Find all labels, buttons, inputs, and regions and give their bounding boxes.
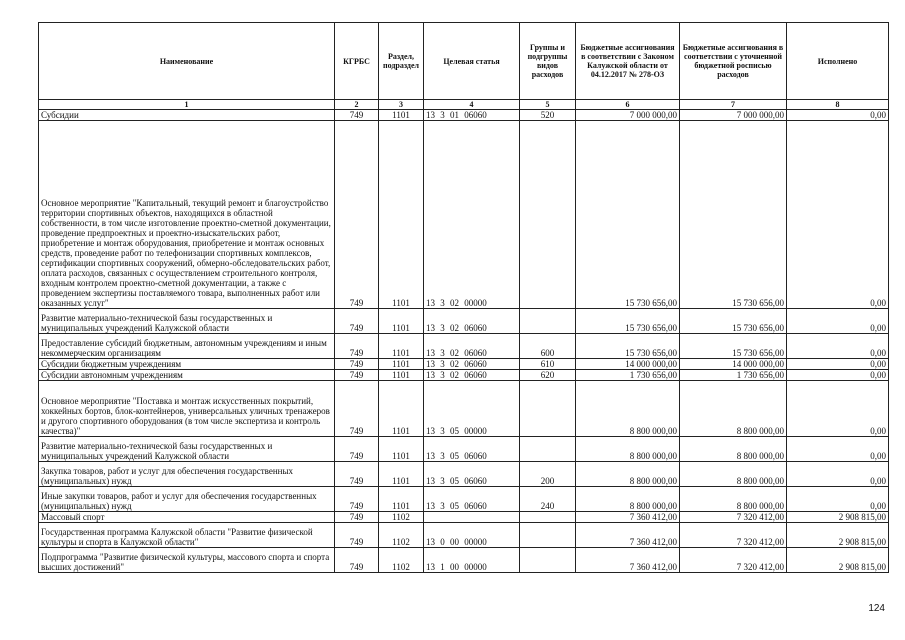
row-section: 1101: [379, 381, 424, 437]
row-kgrbs: 749: [335, 548, 379, 573]
row-law: 8 800 000,00: [576, 437, 680, 462]
row-group: [520, 512, 576, 523]
column-number: 6: [576, 100, 680, 110]
table-row: [39, 523, 889, 548]
row-article: 13 3 02 06060: [424, 359, 520, 370]
row-section: 1101: [379, 359, 424, 370]
row-kgrbs: 749: [335, 523, 379, 548]
row-group: 610: [520, 359, 576, 370]
row-group: 520: [520, 110, 576, 121]
row-kgrbs: 749: [335, 462, 379, 487]
row-updated: 8 800 000,00: [680, 381, 787, 437]
row-updated: 15 730 656,00: [680, 309, 787, 334]
row-executed: 0,00: [787, 437, 889, 462]
row-name: Подпрограмма "Развитие физической культуры, массового спорта и спорта высших достижений": [39, 548, 335, 573]
table-row: [39, 334, 889, 359]
row-name: Закупка товаров, работ и услуг для обеспечения государственных (муниципальных) нужд: [39, 462, 335, 487]
table-row: [39, 370, 889, 381]
row-updated: 15 730 656,00: [680, 121, 787, 309]
row-name: Массовый спорт: [39, 512, 335, 523]
header-assign-law: Бюджетные ассигнования в соответствии с Законом Калужской области от 04.12.2017 № 278-ОЗ: [576, 23, 680, 100]
row-section: 1101: [379, 110, 424, 121]
row-article: 13 3 05 00000: [424, 381, 520, 437]
row-article: 13 3 05 06060: [424, 437, 520, 462]
row-name: Субсидии бюджетным учреждениям: [39, 359, 335, 370]
row-executed: 0,00: [787, 121, 889, 309]
row-law: 7 000 000,00: [576, 110, 680, 121]
column-number: 2: [335, 100, 379, 110]
row-executed: 2 908 815,00: [787, 512, 889, 523]
row-executed: 0,00: [787, 359, 889, 370]
table-row: [39, 512, 889, 523]
row-article: 13 3 02 06060: [424, 309, 520, 334]
table-header: [39, 23, 889, 110]
header-article: Целевая статья: [424, 23, 520, 100]
row-section: 1101: [379, 334, 424, 359]
row-updated: 8 800 000,00: [680, 487, 787, 512]
row-updated: 1 730 656,00: [680, 370, 787, 381]
row-law: 15 730 656,00: [576, 334, 680, 359]
row-updated: 7 320 412,00: [680, 548, 787, 573]
row-executed: 2 908 815,00: [787, 523, 889, 548]
row-kgrbs: 749: [335, 309, 379, 334]
row-name: Субсидии автономным учреждениям: [39, 370, 335, 381]
table-row: [39, 548, 889, 573]
table-row: [39, 359, 889, 370]
row-kgrbs: 749: [335, 359, 379, 370]
budget-table: [38, 22, 889, 573]
table-row: [39, 110, 889, 121]
row-law: 8 800 000,00: [576, 487, 680, 512]
column-number: 4: [424, 100, 520, 110]
row-group: [520, 309, 576, 334]
row-section: 1101: [379, 462, 424, 487]
column-number: 7: [680, 100, 787, 110]
table-row: [39, 381, 889, 437]
row-updated: 15 730 656,00: [680, 334, 787, 359]
row-name: Субсидии: [39, 110, 335, 121]
column-number: 5: [520, 100, 576, 110]
row-law: 8 800 000,00: [576, 462, 680, 487]
row-section: 1101: [379, 437, 424, 462]
row-section: 1102: [379, 548, 424, 573]
row-kgrbs: 749: [335, 381, 379, 437]
row-updated: 14 000 000,00: [680, 359, 787, 370]
row-name: Основное мероприятие "Капитальный, текущий ремонт и благоустройство территории спортивных объектов, находящихся в областной собственности, в том числе изготовление проектно-сметной документации, проведение предпроектных и проектно-изыскательских работ, приобретение и монтаж оборудования, приобретение и монтаж основных средств, проведение работ по телефонизации спортивных комплексов, сертификации спортивных сооружений, обмерно-обследовательских работ, оплата расходов, связанных с осуществлением строительного контроля, входным контролем проектно-сметной документации, а также с проведением экспертизы поставляемого товара, выполненных работ или оказанных услуг": [39, 121, 335, 309]
row-executed: 0,00: [787, 110, 889, 121]
row-law: 14 000 000,00: [576, 359, 680, 370]
row-executed: 0,00: [787, 370, 889, 381]
row-kgrbs: 749: [335, 121, 379, 309]
row-name: Основное мероприятие "Поставка и монтаж искусственных покрытий, хоккейных бортов, блок-контейнеров, универсальных уличных тренажеров и другого спортивного оборудования (в том числе экспертиза и контроль качества)": [39, 381, 335, 437]
column-number: 3: [379, 100, 424, 110]
row-article: 13 1 00 00000: [424, 548, 520, 573]
row-updated: 8 800 000,00: [680, 437, 787, 462]
row-executed: 0,00: [787, 334, 889, 359]
row-updated: 7 000 000,00: [680, 110, 787, 121]
row-group: [520, 437, 576, 462]
row-executed: 0,00: [787, 309, 889, 334]
row-article: 13 3 01 06060: [424, 110, 520, 121]
row-name: Предоставление субсидий бюджетным, автономным учреждениям и иным некоммерческим организациям: [39, 334, 335, 359]
row-group: 240: [520, 487, 576, 512]
row-updated: 7 320 412,00: [680, 523, 787, 548]
row-section: 1102: [379, 523, 424, 548]
row-article: 13 3 02 06060: [424, 334, 520, 359]
column-number: 8: [787, 100, 889, 110]
row-name: Развитие материально-технической базы государственных и муниципальных учреждений Калужской области: [39, 309, 335, 334]
row-kgrbs: 749: [335, 370, 379, 381]
header-kgrbs: КГРБС: [335, 23, 379, 100]
table-body: [39, 110, 889, 573]
row-kgrbs: 749: [335, 437, 379, 462]
header-groups: Группы и подгруппы видов расходов: [520, 23, 576, 100]
header-executed: Исполнено: [787, 23, 889, 100]
column-numbers-row: [39, 100, 889, 110]
header-name: Наименование: [39, 23, 335, 100]
row-kgrbs: 749: [335, 487, 379, 512]
table-row: [39, 462, 889, 487]
row-article: 13 3 02 00000: [424, 121, 520, 309]
page-number: 124: [868, 603, 885, 614]
row-executed: 2 908 815,00: [787, 548, 889, 573]
row-group: [520, 523, 576, 548]
row-executed: 0,00: [787, 462, 889, 487]
table-row: [39, 487, 889, 512]
row-law: 7 360 412,00: [576, 512, 680, 523]
row-section: 1101: [379, 487, 424, 512]
row-section: 1102: [379, 512, 424, 523]
row-kgrbs: 749: [335, 334, 379, 359]
row-name: Иные закупки товаров, работ и услуг для обеспечения государственных (муниципальных) нужд: [39, 487, 335, 512]
row-executed: 0,00: [787, 487, 889, 512]
row-updated: 8 800 000,00: [680, 462, 787, 487]
row-article: [424, 512, 520, 523]
row-law: 7 360 412,00: [576, 523, 680, 548]
row-group: [520, 381, 576, 437]
header-assign-updated: Бюджетные ассигнования в соответствии с уточненной бюджетной росписью расходов: [680, 23, 787, 100]
row-group: 620: [520, 370, 576, 381]
row-law: 15 730 656,00: [576, 309, 680, 334]
row-law: 8 800 000,00: [576, 381, 680, 437]
row-article: 13 3 05 06060: [424, 462, 520, 487]
row-section: 1101: [379, 309, 424, 334]
row-section: 1101: [379, 121, 424, 309]
row-article: 13 3 02 06060: [424, 370, 520, 381]
row-section: 1101: [379, 370, 424, 381]
row-law: 15 730 656,00: [576, 121, 680, 309]
row-kgrbs: 749: [335, 110, 379, 121]
row-name: Развитие материально-технической базы государственных и муниципальных учреждений Калужской области: [39, 437, 335, 462]
header-section: Раздел, подраздел: [379, 23, 424, 100]
column-number: 1: [39, 100, 335, 110]
table-row: [39, 121, 889, 309]
row-law: 1 730 656,00: [576, 370, 680, 381]
row-law: 7 360 412,00: [576, 548, 680, 573]
row-executed: 0,00: [787, 381, 889, 437]
row-article: 13 3 05 06060: [424, 487, 520, 512]
row-group: 600: [520, 334, 576, 359]
row-group: [520, 121, 576, 309]
row-updated: 7 320 412,00: [680, 512, 787, 523]
row-group: 200: [520, 462, 576, 487]
table-row: [39, 309, 889, 334]
row-kgrbs: 749: [335, 512, 379, 523]
table-row: [39, 437, 889, 462]
row-name: Государственная программа Калужской области "Развитие физической культуры и спорта в Калужской области": [39, 523, 335, 548]
row-group: [520, 548, 576, 573]
row-article: 13 0 00 00000: [424, 523, 520, 548]
